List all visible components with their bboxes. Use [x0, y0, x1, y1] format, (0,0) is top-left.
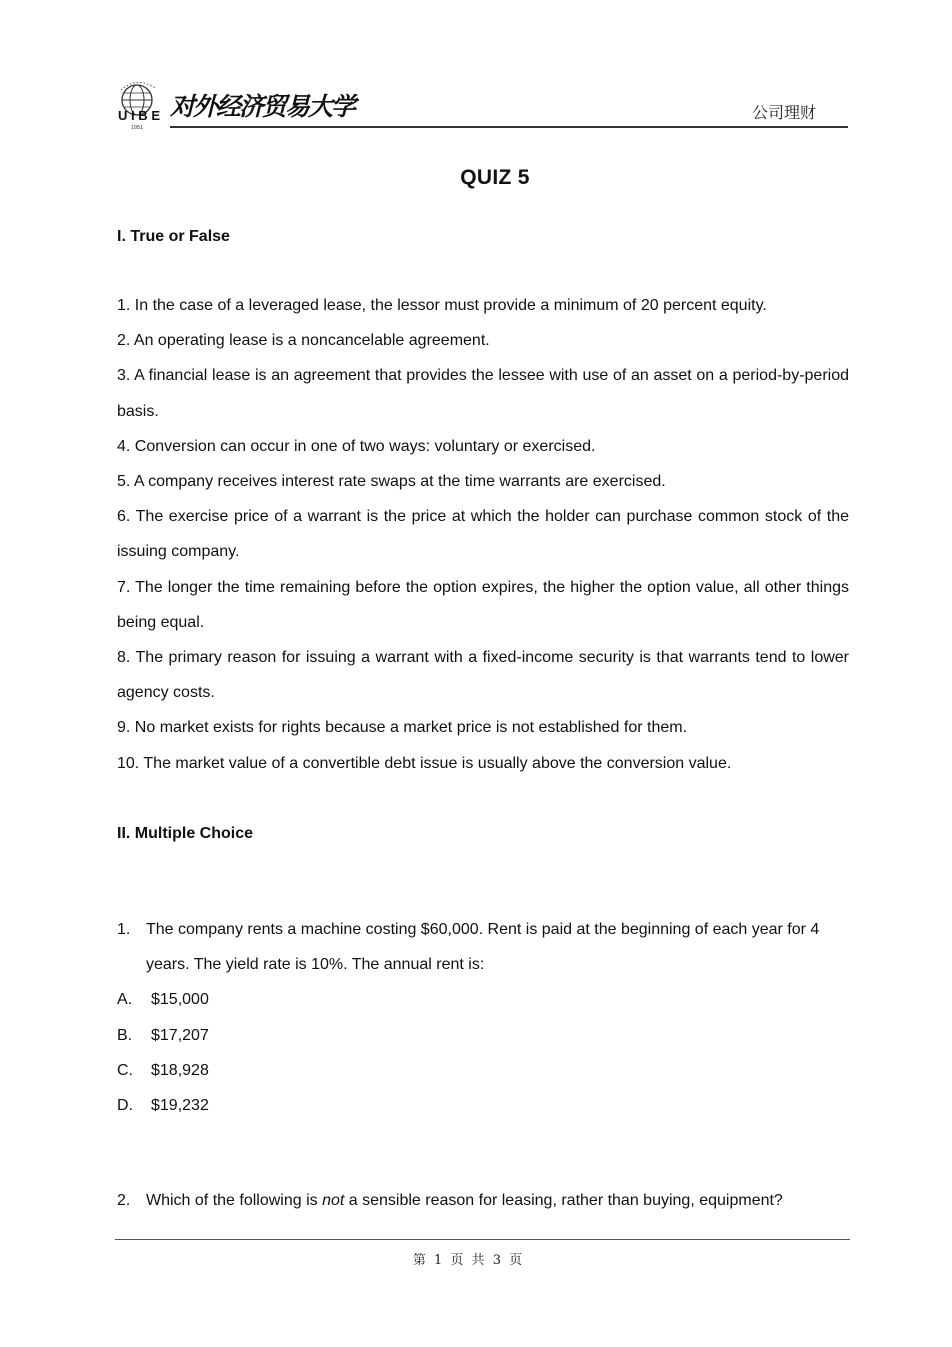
logo-text: UIBE — [118, 108, 160, 123]
logo-year: 1951 — [131, 125, 144, 130]
question-text-end: a sensible reason for leasing, rather than buying, equipment? — [344, 1192, 783, 1209]
list-item: 9. No market exists for rights because a market price is not established for them. — [117, 719, 688, 737]
list-item: 6. The exercise price of a warrant is the price at which the holder can purchase common stock of the issuing company. — [117, 508, 849, 561]
question-2 — [117, 1183, 849, 1218]
question-1 — [117, 912, 849, 1123]
page-number: 第 1 页 共 3 页 — [412, 1253, 523, 1268]
question-text-start: Which of the following is — [146, 1192, 323, 1209]
option-letter: B. — [117, 1026, 133, 1044]
header-divider — [170, 126, 848, 128]
course-name: 公司理财 — [751, 103, 816, 122]
list-item: 8. The primary reason for issuing a warrant with a fixed-income security is that warrants tend to lower agency costs. — [117, 649, 849, 702]
option-a — [117, 982, 849, 1017]
option-b — [117, 1018, 849, 1053]
list-item: 1. In the case of a leveraged lease, the lessor must provide a minimum of 20 percent equity. — [117, 297, 767, 314]
true-false-list — [117, 288, 849, 781]
option-d — [117, 1088, 849, 1123]
page-title: QUIZ 5 — [460, 166, 530, 189]
question-emphasis: not — [322, 1192, 345, 1209]
section-heading-multiple-choice: II. Multiple Choice — [117, 825, 254, 842]
university-name-calligraphy — [170, 88, 360, 122]
question-number: 1. — [117, 921, 131, 938]
list-item: 4. Conversion can occur in one of two ways: voluntary or exercised. — [117, 437, 596, 455]
question-text: The company rents a machine costing $60,000. Rent is paid at the beginning of each year for 4 years. The yield rate is 10%. The annual rent is: — [146, 921, 820, 974]
option-letter: D. — [117, 1097, 133, 1115]
question-number: 2. — [117, 1192, 131, 1209]
option-letter: A. — [117, 991, 133, 1009]
option-text: $17,207 — [151, 1026, 209, 1044]
page-header — [115, 78, 848, 132]
university-logo-icon — [115, 78, 163, 130]
list-item: 10. The market value of a convertible debt issue is usually above the conversion value. — [117, 754, 732, 772]
list-item: 5. A company receives interest rate swaps at the time warrants are exercised. — [117, 473, 666, 491]
university-name-text: 对外经济贸易大学 — [170, 92, 356, 121]
footer-divider — [115, 1239, 850, 1240]
option-text: $15,000 — [151, 991, 209, 1009]
section-heading-true-false: I. True or False — [117, 228, 230, 245]
option-text: $18,928 — [151, 1061, 209, 1079]
option-c — [117, 1053, 849, 1088]
option-text: $19,232 — [151, 1097, 209, 1115]
question-text — [146, 1183, 849, 1218]
list-item: 3. A financial lease is an agreement that provides the lessee with use of an asset on a period-by-period basis. — [117, 367, 849, 420]
list-item: 2. An operating lease is a noncancelable agreement. — [117, 332, 490, 350]
list-item: 7. The longer the time remaining before the option expires, the higher the option value, all other things being equal. — [117, 578, 849, 631]
option-letter: C. — [117, 1061, 133, 1079]
